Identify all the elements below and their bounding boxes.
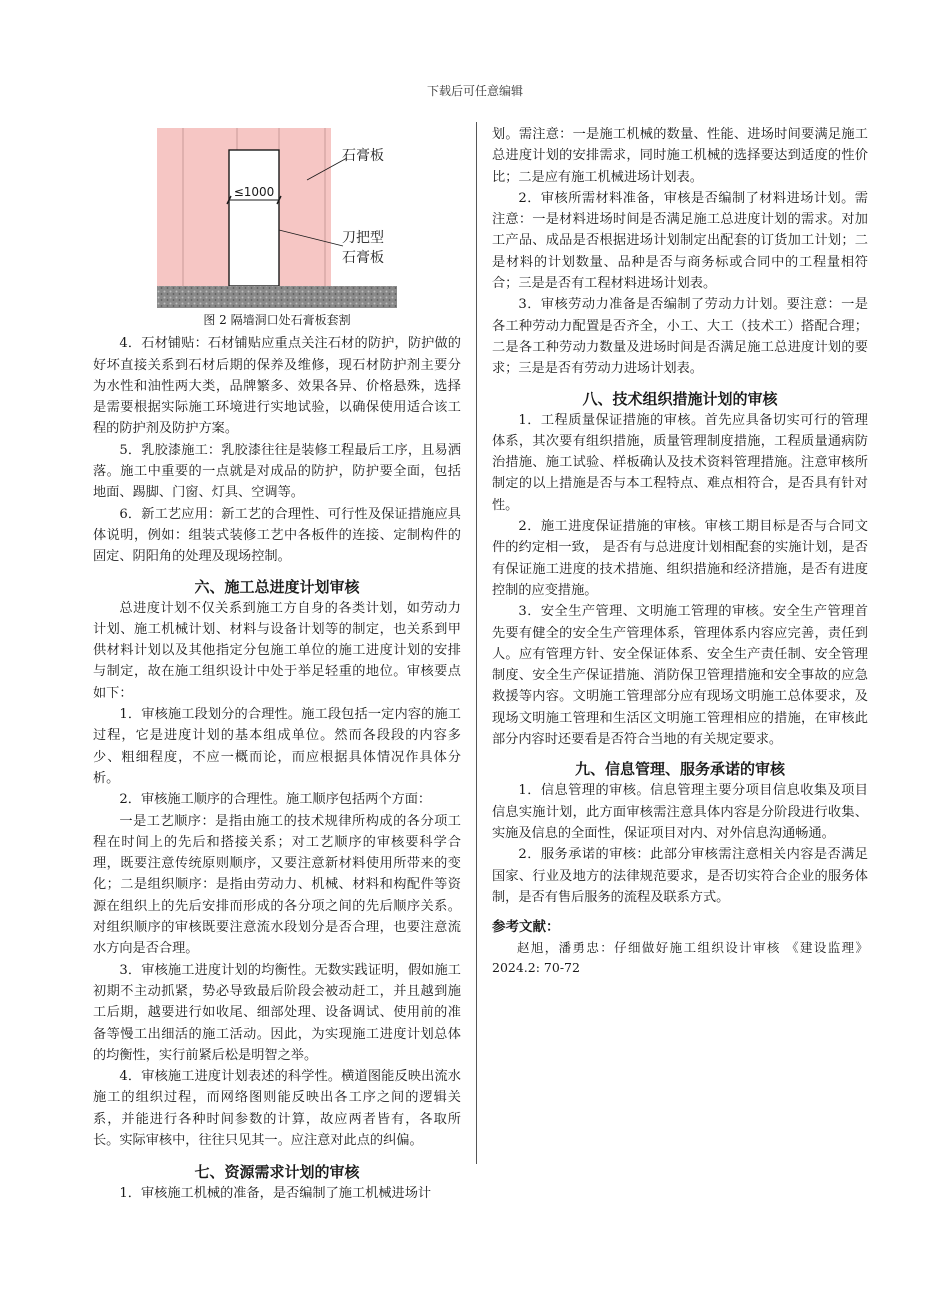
page-header: 下载后可任意编辑 xyxy=(426,84,523,98)
heading-section-8: 八、技术组织措施计划的审核 xyxy=(582,389,778,408)
door-opening xyxy=(229,150,279,286)
paragraph-9-2: 2．服务承诺的审核：此部分审核需注意相关内容是否满足国家、行业及地方的法律规范要求，是否切实符合企业的服务体制，是否有售后服务的流程及联系方式。 xyxy=(492,847,868,905)
floor-slab xyxy=(157,286,397,308)
label-knife-board: 石膏板 xyxy=(342,250,384,266)
paragraph-6-1: 1．审核施工段划分的合理性。施工段包括一定内容的施工过程，它是进度计划的基本组成单位。然而各段段的内容多少、粗细程度，不应一概而论，而应根据具体情况作具体分析。 xyxy=(93,707,461,786)
paragraph-9-1: 1．信息管理的审核。信息管理主要分项目信息收集及项目信息实施计划，此方面审核需注意具体内容是分阶段进行收集、实施及信息的全面性，保证项目对内、对外信息沟通畅通。 xyxy=(492,783,868,841)
paragraph-8-2: 2．施工进度保证措施的审核。审核工期目标是否与合同文件的约定相一致， 是否有与总进度计划相配套的实施计划，是否有保证施工进度的技术措施、组织措施和经济措施，是否有进度控制的应变措施。 xyxy=(492,519,868,598)
paragraph-stone: 4．石材铺贴：石材铺贴应重点关注石材的防护，防护做的好坏直接关系到石材后期的保养及维修，现石材防护剂主要分为水性和油性两大类，品牌繁多、效果各异、价格悬殊，选择是需要根据实际施工环境进行实地试验，以确保使用适合该工程的防护剂及防护方案。 xyxy=(93,336,461,437)
column-divider xyxy=(476,122,477,1164)
references-heading: 参考文献： xyxy=(492,919,560,936)
heading-section-7: 七、资源需求计划的审核 xyxy=(194,1163,360,1182)
partition-figure xyxy=(157,128,397,308)
figure-caption: 图 2 隔墙洞口处石膏板套割 xyxy=(203,313,351,327)
paragraph-latex: 5．乳胶漆施工：乳胶漆往往是装修工程最后工序，且易洒落。施工中重要的一点就是对成品的防护，防护要全面，包括地面、踢脚、门窗、灯具、空调等。 xyxy=(93,442,461,501)
paragraph-7-1: 1．审核施工机械的准备，是否编制了施工机械进场计 xyxy=(119,1186,432,1202)
heading-section-6: 六、施工总进度计划审核 xyxy=(194,577,360,596)
paragraph-7-2: 2．审核所需材料准备，审核是否编制了材料进场计划。需注意：一是材料进场时间是否满足施工总进度计划的需求。对加工产品、成品是否根据进场计划制定出配套的订货加工计划；二是材料的计划数量、品种是否与商务标或合同中的工程量相符合；三是是否有工程材料进场计划表。 xyxy=(492,190,868,292)
label-knife-type: 刀把型 xyxy=(342,230,384,246)
paragraph-newtech: 6．新工艺应用：新工艺的合理性、可行性及保证措施应具体说明，例如：组装式装修工艺中各板件的连接、定制构件的固定、阴阳角的处理及现场控制。 xyxy=(93,506,461,565)
paragraph-8-3: 3．安全生产管理、文明施工管理的审核。安全生产管理首先要有健全的安全生产管理体系，管理体系内容应完善，责任到人。应有管理方针、安全保证体系、安全生产责任制、安全管理制度、安全生产保证措施、消防保卫管理措施和安全事故的应急救援等内容。文明施工管理部分应有现场文明施工总体要求，及现场文明施工管理和生活区文明施工管理相应的措施，在审核此部分内容时还要看是否符合当地的有关规定要求。 xyxy=(492,604,868,748)
paragraph-6-2b: 一是工艺顺序：是指由施工的技术规律所构成的各分项工程在时间上的先后和搭接关系；对工艺顺序的审核要科学合理，既要注意传统原则顺序，又要注意新材料使用所带来的变化；二是组织顺序：是指由劳动力、机械、材料和构配件等资源在组织上的先后安排而形成的各分项之间的先后顺序关系。对组织顺序的审核既要注意流水段划分是否合理，也要注意流水方向是否合理。 xyxy=(93,813,461,957)
dimension-label: ≤1000 xyxy=(233,185,275,199)
paragraph-8-1: 1．工程质量保证措施的审核。首先应具备切实可行的管理体系，其次要有组织措施，质量管理制度措施，工程质量通病防治措施、施工试验、样板确认及技术资料管理措施。注意审核所制定的以上措施是否与本工程特点、难点相符合，是否具有针对性。 xyxy=(492,412,868,513)
paragraph-6-intro: 总进度计划不仅关系到施工方自身的各类计划，如劳动力计划、施工机械计划、材料与设备计划等的制定，也关系到甲供材料计划以及其他指定分包施工单位的施工进度计划的安排与制定，故在施工组织设计中处于举足轻重的地位。审核要点如下： xyxy=(93,600,461,701)
paragraph-6-4: 4．审核施工进度计划表述的科学性。横道图能反映出流水施工的组织过程，而网络图则能反映出各工序之间的逻辑关系，并能进行各种时间参数的计算，故应两者皆有，各取所长。实际审核中，往往只见其一。应注意对此点的纠偏。 xyxy=(93,1069,461,1148)
paragraph-7-3: 3．审核劳动力准备是否编制了劳动力计划。要注意：一是各工种劳动力配置是否齐全，小工、大工（技术工）搭配合理；二是各工种劳动力数量及进场时间是否满足施工总进度计划的要求；三是是否有劳动力进场计划表。 xyxy=(492,297,868,377)
paragraph-7-1-cont: 划。需注意：一是施工机械的数量、性能、进场时间要满足施工总进度计划的安排需求，同时施工机械的选择要达到适度的性价比；二是应有施工机械进场计划表。 xyxy=(492,127,868,185)
paragraph-6-3: 3．审核施工进度计划的均衡性。无数实践证明，假如施工初期不主动抓紧，势必导致最后阶段会被动赶工，并且越到施工后期，越要进行如收尾、细部处理、设备调试、使用前的准备等慢工出细活的施工活动。因此，为实现施工进度计划总体的均衡性，实行前紧后松是明智之举。 xyxy=(93,962,461,1063)
right-column xyxy=(492,124,868,978)
heading-section-9: 九、信息管理、服务承诺的审核 xyxy=(574,760,785,779)
paragraph-6-2: 2．审核施工顺序的合理性。施工顺序包括两个方面： xyxy=(119,792,432,808)
left-column xyxy=(93,122,461,1205)
label-gypsum-board: 石膏板 xyxy=(342,148,384,164)
gypsum-board-diagram xyxy=(157,128,397,308)
reference-item: 赵旭，潘勇忠：仔细做好施工组织设计审核 《建设监理》 2024.2: 70-72 xyxy=(492,940,868,976)
